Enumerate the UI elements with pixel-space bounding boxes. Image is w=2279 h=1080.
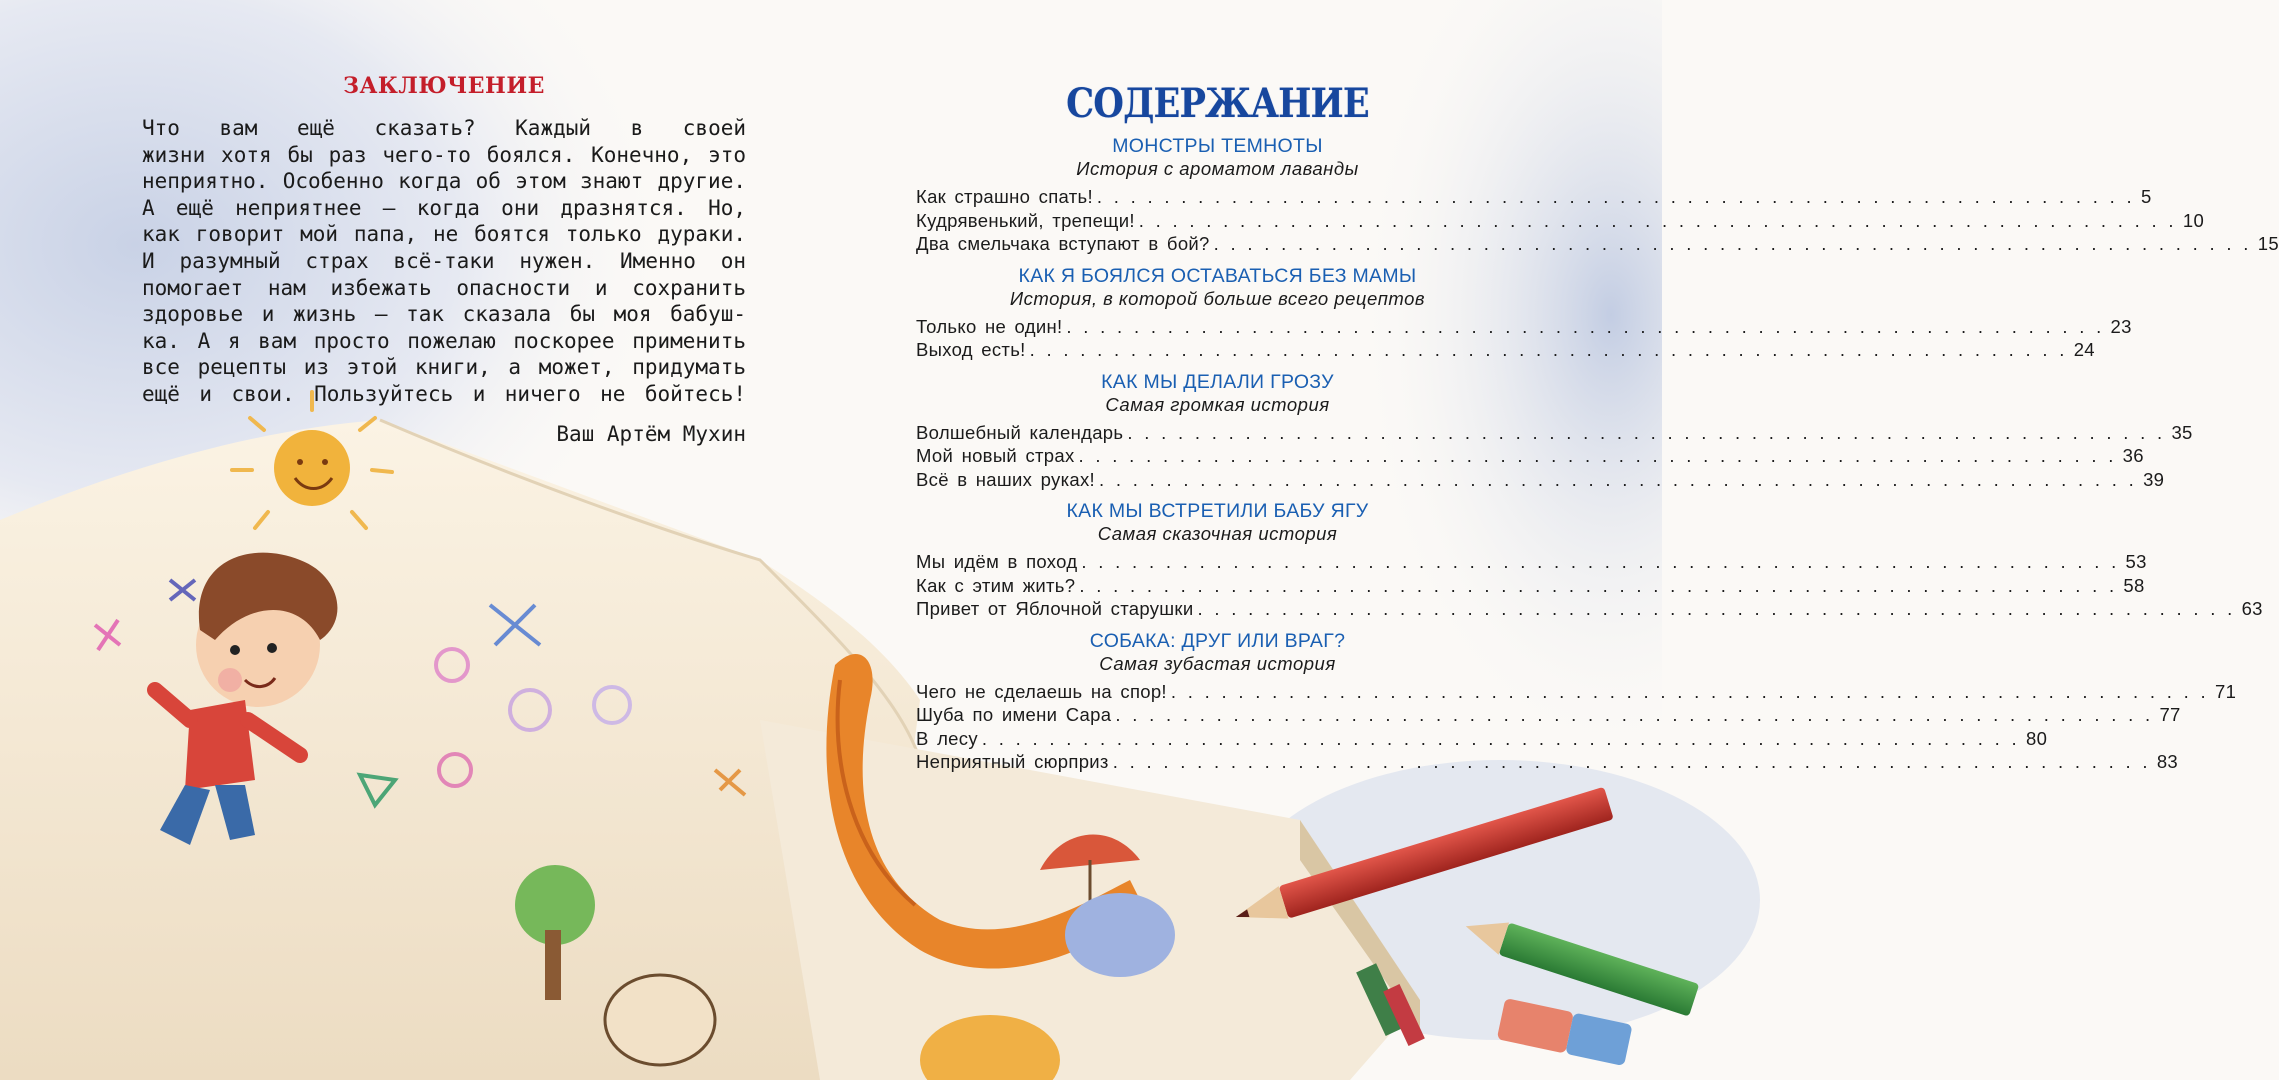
entry-page-number: 36 <box>2122 445 2144 466</box>
dot-leader: . . . . . . . . . . . . . . . . . . . . . . . . . . . . . . . . . . . . . . . . . . . . . . . . . . . . . . . . . . . . . . <box>1078 445 2117 466</box>
section-subtitle: История, в которой больше всего рецептов <box>1009 287 1426 309</box>
conclusion-page <box>142 70 746 446</box>
toc-section <box>916 264 2132 362</box>
toc-entry[interactable] <box>916 444 2144 468</box>
dot-leader: . . . . . . . . . . . . . . . . . . . . . . . . . . . . . . . . . . . . . . . . . . . . . . . . . . . . . . . . . . . . . . <box>981 727 2020 749</box>
section-title: КАК Я БОЯЛСЯ ОСТАВАТЬСЯ БЕЗ МАМЫ <box>1018 264 1417 287</box>
toc-entry[interactable] <box>916 338 2095 362</box>
entry-title: Как страшно спать! <box>916 186 1093 207</box>
table-of-contents <box>916 78 2279 782</box>
entry-page-number: 63 <box>2241 598 2263 619</box>
section-subtitle: Самая зубастая история <box>1099 652 1336 674</box>
dot-leader: . . . . . . . . . . . . . . . . . . . . . . . . . . . . . . . . . . . . . . . . . . . . . . . . . . . . . . . . . . . . . . <box>1197 598 2236 619</box>
entry-title: Кудрявенький, трепещи! <box>916 209 1135 231</box>
entry-title: Всё в наших руках! <box>916 468 1095 490</box>
entry-title: Только не один! <box>916 315 1063 337</box>
toc-entry[interactable] <box>916 209 2205 233</box>
entry-page-number: 24 <box>2073 339 2095 360</box>
toc-entry[interactable] <box>916 185 2152 209</box>
dot-leader: . . . . . . . . . . . . . . . . . . . . . . . . . . . . . . . . . . . . . . . . . . . . . . . . . . . . . . . . . . . . . . <box>1029 339 2068 360</box>
conclusion-line: помогает нам избежать опасности и сохранить <box>142 275 746 300</box>
dot-leader: . . . . . . . . . . . . . . . . . . . . . . . . . . . . . . . . . . . . . . . . . . . . . . . . . . . . . . . . . . . . . . <box>1213 233 2252 254</box>
conclusion-line: Что вам ещё сказать? Каждый в своей <box>142 116 746 140</box>
section-subtitle: Самая сказочная история <box>1097 523 1338 544</box>
entry-page-number: 80 <box>2025 727 2048 749</box>
dot-leader: . . . . . . . . . . . . . . . . . . . . . . . . . . . . . . . . . . . . . . . . . . . . . . . . . . . . . . . . . . . . . . <box>1127 421 2166 443</box>
dot-leader: . . . . . . . . . . . . . . . . . . . . . . . . . . . . . . . . . . . . . . . . . . . . . . . . . . . . . . . . . . . . . . <box>1079 574 2118 596</box>
entry-page-number: 5 <box>2141 186 2152 207</box>
conclusion-line: И разумный страх всё-таки нужен. Именно он <box>142 248 746 273</box>
toc-entry[interactable] <box>916 703 2181 727</box>
toc-entry[interactable] <box>916 550 2147 574</box>
toc-section <box>916 629 2237 774</box>
section-title: СОБАКА: ДРУГ ИЛИ ВРАГ? <box>1089 629 1346 652</box>
entry-title: Чего не сделаешь на спор! <box>916 680 1167 702</box>
section-title: КАК МЫ ВСТРЕТИЛИ БАБУ ЯГУ <box>1066 500 1369 522</box>
toc-entry[interactable] <box>916 574 2145 598</box>
toc-entry[interactable] <box>916 315 2132 339</box>
dot-leader: . . . . . . . . . . . . . . . . . . . . . . . . . . . . . . . . . . . . . . . . . . . . . . . . . . . . . . . . . . . . . . <box>1112 751 2151 772</box>
entry-page-number: 10 <box>2182 209 2205 231</box>
dot-leader: . . . . . . . . . . . . . . . . . . . . . . . . . . . . . . . . . . . . . . . . . . . . . . . . . . . . . . . . . . . . . . <box>1138 209 2177 231</box>
entry-title: Привет от Яблочной старушки <box>916 598 1194 619</box>
entry-title: Неприятный сюрприз <box>916 751 1109 772</box>
toc-entry[interactable] <box>916 680 2237 704</box>
author-signature: Ваш Артём Мухин <box>556 421 746 446</box>
entry-page-number: 35 <box>2171 421 2193 443</box>
conclusion-text <box>142 115 746 408</box>
entry-title: Мой новый страх <box>916 445 1075 466</box>
entry-page-number: 77 <box>2159 704 2181 725</box>
section-subtitle: Самая громкая история <box>1105 393 1330 415</box>
section-title: КАК МЫ ДЕЛАЛИ ГРОЗУ <box>1101 370 1334 393</box>
dot-leader: . . . . . . . . . . . . . . . . . . . . . . . . . . . . . . . . . . . . . . . . . . . . . . . . . . . . . . . . . . . . . . <box>1081 551 2120 572</box>
entry-page-number: 39 <box>2143 468 2165 490</box>
conclusion-line: здоровье и жизнь — так сказала бы моя бабуш- <box>142 302 746 327</box>
entry-title: Шуба по имени Сара <box>916 704 1112 725</box>
entry-page-number: 58 <box>2123 574 2145 596</box>
toc-entry[interactable] <box>916 750 2179 774</box>
conclusion-line: ещё и свои. Пользуйтесь и ничего не бойтесь! <box>142 381 746 406</box>
entry-page-number: 15 <box>2257 233 2279 254</box>
toc-entry[interactable] <box>916 468 2165 492</box>
conclusion-line: неприятно. Особенно когда об этом знают другие. <box>142 169 746 194</box>
entry-page-number: 23 <box>2110 315 2132 337</box>
entry-title: В лесу <box>916 727 978 749</box>
toc-entry[interactable] <box>916 232 2279 256</box>
conclusion-heading: ЗАКЛЮЧЕНИЕ <box>343 73 545 99</box>
toc-section <box>916 499 2263 621</box>
entry-title: Волшебный календарь <box>916 421 1124 443</box>
dot-leader: . . . . . . . . . . . . . . . . . . . . . . . . . . . . . . . . . . . . . . . . . . . . . . . . . . . . . . . . . . . . . . <box>1096 186 2135 207</box>
section-subtitle: История с ароматом лаванды <box>1076 158 1359 179</box>
dot-leader: . . . . . . . . . . . . . . . . . . . . . . . . . . . . . . . . . . . . . . . . . . . . . . . . . . . . . . . . . . . . . . <box>1098 468 2138 490</box>
toc-section <box>916 134 2279 256</box>
dot-leader: . . . . . . . . . . . . . . . . . . . . . . . . . . . . . . . . . . . . . . . . . . . . . . . . . . . . . . . . . . . . . . <box>1066 315 2105 337</box>
toc-title: СОДЕРЖАНИЕ <box>1066 80 1369 127</box>
toc-entry[interactable] <box>916 727 2048 751</box>
entry-page-number: 71 <box>2215 680 2237 702</box>
conclusion-line: все рецепты из этой книги, а может, придумать <box>142 355 746 380</box>
section-title: МОНСТРЫ ТЕМНОТЫ <box>1112 135 1323 157</box>
conclusion-line: как говорит мой папа, не боятся только дураки. <box>142 222 746 247</box>
entry-page-number: 53 <box>2125 551 2147 572</box>
dot-leader: . . . . . . . . . . . . . . . . . . . . . . . . . . . . . . . . . . . . . . . . . . . . . . . . . . . . . . . . . . . . . . <box>1115 704 2154 725</box>
entry-page-number: 83 <box>2156 751 2179 772</box>
conclusion-line: А ещё неприятнее — когда они дразнятся. Но, <box>142 195 746 220</box>
entry-title: Два смельчака вступают в бой? <box>916 233 1210 254</box>
dot-leader: . . . . . . . . . . . . . . . . . . . . . . . . . . . . . . . . . . . . . . . . . . . . . . . . . . . . . . . . . . . . . . <box>1170 680 2209 702</box>
conclusion-line: жизни хотя бы раз чего-то боялся. Конечно, это <box>142 142 746 167</box>
toc-section <box>916 370 2193 492</box>
conclusion-line: ка. А я вам просто пожелаю поскорее применить <box>142 328 746 353</box>
entry-title: Выход есть! <box>916 339 1026 360</box>
entry-title: Как с этим жить? <box>916 574 1076 596</box>
toc-entry[interactable] <box>916 421 2193 445</box>
entry-title: Мы идём в поход <box>916 551 1078 572</box>
toc-entry[interactable] <box>916 597 2263 621</box>
